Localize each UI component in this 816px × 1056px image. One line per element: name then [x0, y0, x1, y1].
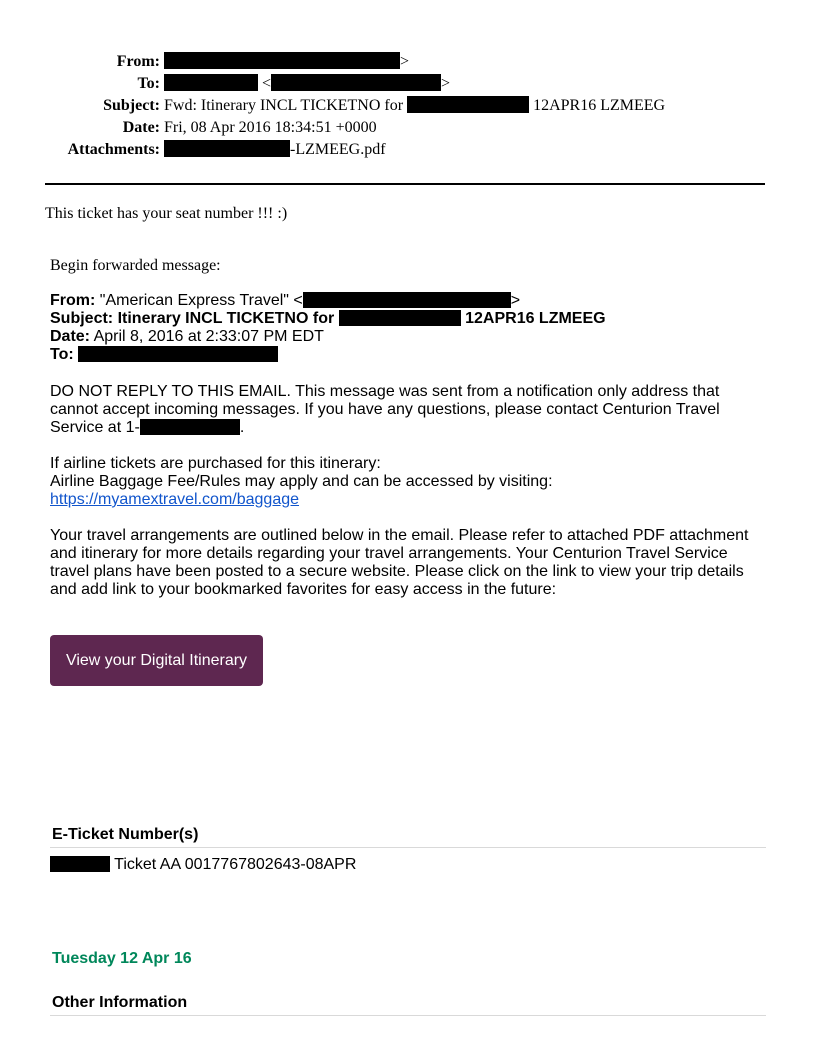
header-to-row [0, 74, 450, 94]
begin-forwarded: Begin forwarded message: [50, 257, 221, 274]
header-subject-row [0, 96, 665, 116]
notice-end: . [239, 419, 245, 436]
fwd-from-row [50, 292, 520, 310]
attachments-label: Attachments: [67, 141, 160, 158]
fwd-subject-prefix: Itinerary INCL TICKETNO for [117, 310, 335, 327]
fwd-subject-suffix: 12APR16 LZMEEG [465, 310, 606, 327]
redacted-fwd-subject-name [339, 310, 461, 326]
redacted-phone [140, 419, 240, 435]
redacted-passenger [50, 856, 110, 872]
subject-suffix: 12APR16 LZMEEG [533, 97, 666, 114]
intro-note: This ticket has your seat number !!! :) [45, 205, 288, 222]
baggage-line1: If airline tickets are purchased for this itinerary: [50, 455, 381, 472]
eticket-heading: E-Ticket Number(s) [52, 826, 199, 843]
view-itinerary-button[interactable]: View your Digital Itinerary [50, 635, 263, 686]
other-info-divider [50, 1015, 766, 1016]
header-date-row [0, 118, 377, 138]
fwd-subject-row [50, 310, 606, 328]
fwd-subject-label: Subject: [50, 310, 114, 327]
fwd-from-suffix: > [510, 292, 521, 309]
fwd-from-label: From: [50, 292, 96, 309]
eticket-row [50, 856, 356, 874]
redacted-fwd-from-email [303, 292, 511, 308]
to-suffix: > [441, 75, 451, 92]
redacted-fwd-to [78, 346, 278, 362]
date-label: Date: [122, 119, 160, 136]
to-label: To: [137, 75, 160, 92]
header-attachments-row [0, 140, 386, 160]
baggage-link[interactable]: https://myamextravel.com/baggage [50, 491, 300, 508]
notice-paragraph [50, 383, 770, 437]
date-value: Fri, 08 Apr 2016 18:34:51 +0000 [164, 119, 377, 136]
notice-text: DO NOT REPLY TO THIS EMAIL. This message was sent from a notification only address that cannot accept incoming messages. If you have any questions, please contact Centurion Travel Service at 1- [50, 383, 720, 436]
fwd-date-label: Date: [50, 328, 91, 345]
baggage-line2: Airline Baggage Fee/Rules may apply and can be accessed by visiting: [50, 473, 553, 490]
header-divider [45, 183, 765, 185]
fwd-date-value: April 8, 2016 at 2:33:07 PM EDT [93, 328, 324, 345]
header-from-row [0, 52, 409, 72]
eticket-divider [50, 847, 766, 848]
redacted-attachment-name[interactable] [164, 140, 290, 157]
subject-prefix: Fwd: Itinerary INCL TICKETNO for [164, 97, 404, 114]
fwd-to-row [50, 346, 278, 364]
redacted-to-name [164, 74, 258, 91]
fwd-from-value: "American Express Travel" < [99, 292, 303, 309]
from-label: From: [116, 53, 160, 70]
fwd-date-row [50, 328, 324, 346]
attachment-link[interactable]: -LZMEEG.pdf [290, 141, 386, 158]
redacted-subject-name [407, 96, 529, 113]
redacted-to-email [271, 74, 441, 91]
from-suffix: > [400, 53, 410, 70]
redacted-from [164, 52, 400, 69]
other-info-heading: Other Information [52, 994, 188, 1011]
arrangements-paragraph: Your travel arrangements are outlined below in the email. Please refer to attached PDF attachment and itinerary for more details regarding your travel arrangements. Your Centurion Travel Service travel plans have been posted to a secure website. Please click on the link to view your trip details and add link to your bookmarked favorites for easy access in the future: [50, 527, 749, 598]
to-mid: < [262, 75, 272, 92]
fwd-to-label: To: [50, 346, 74, 363]
subject-label: Subject: [103, 97, 160, 114]
date-heading: Tuesday 12 Apr 16 [52, 950, 192, 967]
ticket-number: Ticket AA 0017767802643-08APR [114, 856, 357, 873]
